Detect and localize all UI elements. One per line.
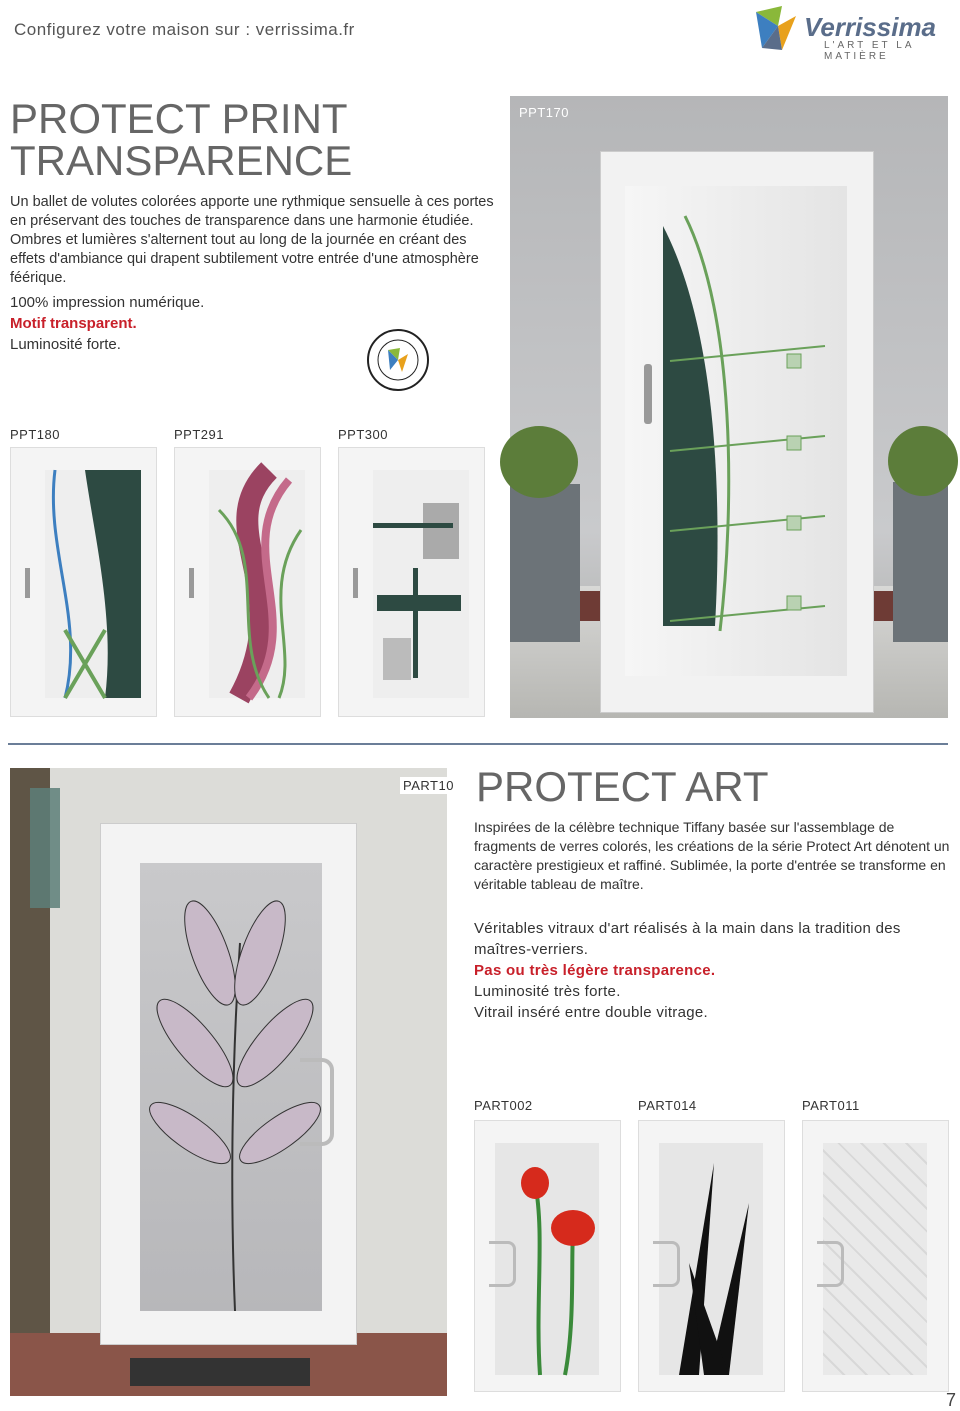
model-label-ppt300: PPT300 bbox=[338, 427, 388, 442]
print-feature-2: Motif transparent. bbox=[10, 315, 137, 332]
model-label-ppt291: PPT291 bbox=[174, 427, 224, 442]
page-number: 7 bbox=[945, 1390, 956, 1410]
print-title-line1: PROTECT PRINT bbox=[10, 95, 348, 142]
pull-handle-icon bbox=[300, 1058, 334, 1146]
ppt170-label: PPT170 bbox=[519, 105, 569, 120]
print-feature-1: 100% impression numérique. bbox=[10, 294, 205, 311]
ppt300-door bbox=[338, 447, 485, 717]
art-feature-1: Véritables vitraux d'art réalisés à la main dans la tradition des maîtres-verriers. bbox=[474, 920, 901, 958]
art-feature-4: Vitrail inséré entre double vitrage. bbox=[474, 1004, 708, 1021]
header-tagline: Configurez votre maison sur : verrissima.fr bbox=[14, 20, 355, 39]
art-title: PROTECT ART bbox=[476, 763, 769, 810]
ppt180-door bbox=[10, 447, 157, 717]
print-features bbox=[10, 292, 204, 355]
part10-label: PART10 bbox=[400, 777, 457, 794]
model-label-part002: PART002 bbox=[474, 1098, 533, 1113]
door-handle-icon bbox=[644, 364, 652, 424]
logo-mark-icon bbox=[752, 4, 802, 54]
brand-subtitle: L'ART ET LA MATIÈRE bbox=[824, 40, 914, 62]
wall-lantern-icon bbox=[30, 788, 60, 908]
print-feature-3: Luminosité forte. bbox=[10, 336, 121, 353]
print-title-line2: TRANSPARENCE bbox=[10, 137, 353, 184]
print-description: Un ballet de volutes colorées apporte une rythmique sensuelle à ces portes en préservant des touches de transparence dans une harmonie étudiée. Ombres et lumières s'alternent tout au long de la journée en créant des effets d'ambiance qui drapent subtilement votre entrée d'une atmosphère féérique. bbox=[10, 194, 494, 286]
tempered-glass-badge bbox=[366, 328, 430, 392]
ppt170-door-motif bbox=[625, 186, 847, 676]
ppt291-door bbox=[174, 447, 321, 717]
badge-seal-icon bbox=[366, 328, 430, 392]
print-title bbox=[10, 95, 353, 184]
art-features bbox=[474, 918, 952, 1023]
art-description: Inspirées de la célèbre technique Tiffany basée sur l'assemblage de fragments de verres colorés, les créations de la série Protect Art dénotent un caractère prestigieux et raffiné. Sublimée, la porte d'entrée se transforme en véritable tableau de maître. bbox=[474, 819, 950, 892]
ppt170-photo bbox=[510, 96, 948, 718]
part10-leaf-motif bbox=[140, 863, 322, 1311]
model-label-part011: PART011 bbox=[802, 1098, 860, 1113]
part002-door bbox=[474, 1120, 621, 1392]
part014-door bbox=[638, 1120, 785, 1392]
part011-door bbox=[802, 1120, 949, 1392]
model-label-ppt180: PPT180 bbox=[10, 427, 60, 442]
model-label-part014: PART014 bbox=[638, 1098, 697, 1113]
art-feature-2: Pas ou très légère transparence. bbox=[474, 962, 716, 979]
section-divider bbox=[8, 743, 948, 745]
brand-logo bbox=[752, 4, 942, 62]
part10-photo bbox=[10, 768, 454, 1396]
art-feature-3: Luminosité très forte. bbox=[474, 983, 621, 1000]
brand-name: Verrissima bbox=[804, 12, 937, 42]
